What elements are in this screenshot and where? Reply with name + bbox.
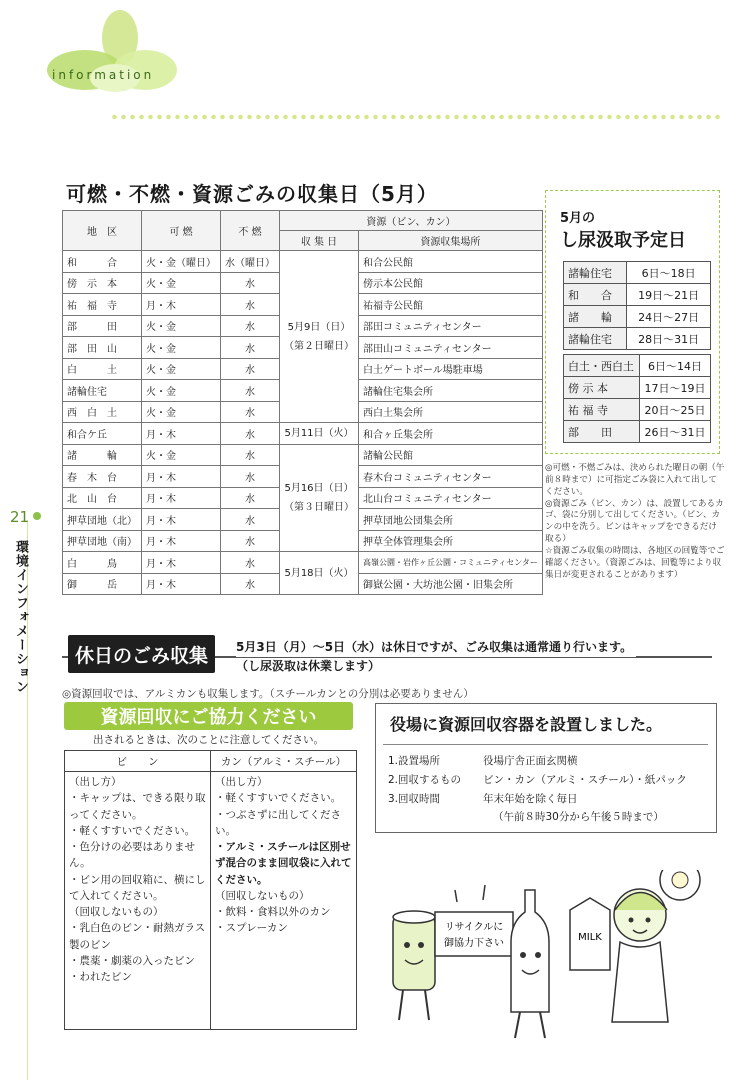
burnable-cell: 火・金 <box>142 315 221 337</box>
district-cell: 諸輪住宅 <box>63 380 142 402</box>
recycle-sign-icon <box>435 912 513 956</box>
header-nonburnable: 不 燃 <box>221 211 280 251</box>
sign-text-2: 御協力下さい <box>444 938 504 949</box>
shinyo-title-month: 5月の <box>560 211 596 226</box>
place-cell: 御嶽公園・大坊池公園・旧集会所 <box>359 573 543 595</box>
burnable-cell: 火・金 <box>142 401 221 423</box>
nonburnable-cell: 水 <box>221 337 280 359</box>
district-cell: 春 木 台 <box>63 466 142 488</box>
container-value-1: 役場庁舎正面玄関横 <box>483 755 578 767</box>
shinyo-dates: 17日～19日 <box>640 377 711 399</box>
burnable-cell: 月・木 <box>142 487 221 509</box>
district-cell: 諸 輪 <box>63 444 142 466</box>
container-title: 役場に資源回収容器を設置しました。 <box>390 715 663 734</box>
collection-date: 5月11日（火） <box>284 427 354 439</box>
header-place: 資源収集場所 <box>359 231 543 251</box>
shinyo-dates: 26日～31日 <box>640 421 711 443</box>
header-resource: 資源（ビン、カン） <box>280 211 543 231</box>
holiday-heading: 休日のごみ収集 <box>68 635 215 673</box>
schedule-row <box>63 444 543 466</box>
can-list <box>215 774 352 937</box>
district-cell: 祐 福 寺 <box>63 294 142 316</box>
milk-label: MILK <box>578 932 602 943</box>
shinyo-district: 和 合 <box>564 284 627 306</box>
cooperation-subtitle: 出されるときは、次のことに注意してください。 <box>93 734 324 746</box>
container-label-1: 1.設置場所 <box>388 755 441 767</box>
collection-date-cell <box>280 552 359 595</box>
shinyo-table-1 <box>563 261 711 350</box>
district-cell: 白 鳥 <box>63 552 142 574</box>
district-cell: 和合ケ丘 <box>63 423 142 445</box>
schedule-row <box>63 423 543 445</box>
collection-date-cell <box>280 444 359 552</box>
collection-date: 5月16日（日） <box>284 482 354 494</box>
place-cell: 諸輪住宅集会所 <box>359 380 543 402</box>
nonburnable-cell: 水 <box>221 401 280 423</box>
list-item: ・農薬・劇薬の入ったビン <box>69 954 195 967</box>
shinyo-title <box>560 210 686 253</box>
place-cell: 部田山コミュニティセンター <box>359 337 543 359</box>
container-value-2: ビン・カン（アルミ・スチール）・紙パック <box>483 774 687 786</box>
shinyo-district: 部 田 <box>564 421 640 443</box>
bin-list <box>69 774 206 985</box>
nonburnable-cell: 水 <box>221 509 280 531</box>
nonburnable-cell: 水 <box>221 423 280 445</box>
shinyo-row <box>564 284 711 306</box>
list-item: ・キャップは、できる限り取ってください。 <box>69 792 206 821</box>
container-label-2: 2.回収するもの <box>388 774 462 786</box>
place-cell: 押草全体管理集会所 <box>359 530 543 552</box>
burnable-cell: 月・木 <box>142 552 221 574</box>
place-cell: 部田コミュニティセンター <box>359 315 543 337</box>
nonburnable-cell: 水 <box>221 358 280 380</box>
shinyo-row <box>564 328 711 350</box>
nonburnable-cell: 水 <box>221 294 280 316</box>
nonburnable-cell: 水 <box>221 552 280 574</box>
shinyo-row <box>564 262 711 284</box>
shinyo-dates: 28日～31日 <box>627 328 711 350</box>
burnable-cell: 月・木 <box>142 466 221 488</box>
woman-character-icon <box>612 870 700 1022</box>
notes <box>545 463 725 582</box>
shinyo-district: 白土・西白土 <box>564 355 640 377</box>
list-item: ・飲料・食料以外のカン <box>215 906 331 919</box>
note-1: ◎可燃・不燃ごみは、決められた曜日の朝（午前８時まで）に可指定ごみ袋に入れて出してください。 <box>545 463 725 497</box>
shinyo-district: 祐 福 寺 <box>564 399 640 421</box>
collection-date: 5月18日（火） <box>284 567 354 579</box>
shinyo-district: 諸 輪 <box>564 306 627 328</box>
container-value-3: 年末年始を除く毎日 <box>483 793 578 805</box>
shinyo-district: 傍 示 本 <box>564 377 640 399</box>
place-cell: 和合公民館 <box>359 251 543 273</box>
list-item: ・軽くすすいでください。 <box>69 824 196 837</box>
nonburnable-cell: 水 <box>221 466 280 488</box>
shinyo-row <box>564 399 711 421</box>
cooperation-table <box>64 750 357 1030</box>
burnable-cell: 火・金 <box>142 272 221 294</box>
collection-date-note: （第３日曜日） <box>284 501 354 513</box>
list-item: ・ビン用の回収箱に、横にして入れてください。 <box>69 873 206 902</box>
header-date: 収 集 日 <box>280 231 359 251</box>
holiday-line-2: （し尿汲取は休業します） <box>236 658 381 673</box>
list-item: ・軽くすすいでください。 <box>215 792 342 805</box>
leaf-logo-icon <box>40 8 180 108</box>
district-cell: 西 白 土 <box>63 401 142 423</box>
section-label: 環境インフォメーション <box>13 540 28 694</box>
nonburnable-cell: 水 <box>221 272 280 294</box>
burnable-cell: 月・木 <box>142 294 221 316</box>
district-cell: 押草団地（南） <box>63 530 142 552</box>
list-item: ・乳白色のビン・耐熱ガラス製のビン <box>69 922 206 951</box>
burnable-cell: 月・木 <box>142 509 221 531</box>
header-burnable: 可 燃 <box>142 211 221 251</box>
header-district: 地 区 <box>63 211 142 251</box>
nonburnable-cell: 水 <box>221 444 280 466</box>
bottle-character-icon <box>511 890 549 1038</box>
place-cell: 祐福寺公民館 <box>359 294 543 316</box>
collection-date-cell <box>280 423 359 445</box>
page-title: 可燃・不燃・資源ごみの収集日（5月） <box>66 182 438 206</box>
recycle-note: ◎資源回収では、アルミカンも収集します。（スチールカンとの分別は必要ありません） <box>62 688 474 700</box>
burnable-cell: 月・木 <box>142 423 221 445</box>
info-label: information <box>52 68 155 82</box>
nonburnable-cell: 水 <box>221 487 280 509</box>
cooperation-banner: 資源回収にご協力ください <box>64 702 353 730</box>
container-label-3: 3.回収時間 <box>388 793 441 805</box>
district-cell: 白 土 <box>63 358 142 380</box>
shinyo-dates: 6日～18日 <box>627 262 711 284</box>
shinyo-row <box>564 355 711 377</box>
place-cell: 高嶺公園・岩作ヶ丘公園・コミュニティセンター <box>359 552 543 574</box>
note-3: ☆資源ごみ収集の時間は、各地区の回覧等でご確認ください。（資源ごみは、回覧等により収集日が変更されることがあります） <box>545 546 725 580</box>
list-item: ・色分けの必要はありません。 <box>69 841 195 870</box>
burnable-cell: 火・金 <box>142 444 221 466</box>
can-character-icon <box>393 911 435 1020</box>
burnable-cell: 月・木 <box>142 530 221 552</box>
milk-carton-icon <box>570 898 610 970</box>
shinyo-dates: 24日～27日 <box>627 306 711 328</box>
shinyo-district: 諸輪住宅 <box>564 328 627 350</box>
collection-date-note: （第２日曜日） <box>284 340 354 352</box>
nonburnable-cell: 水（曜日） <box>221 251 280 273</box>
place-cell: 北山台コミュニティセンター <box>359 487 543 509</box>
burnable-cell: 火・金 <box>142 380 221 402</box>
container-details <box>383 744 708 825</box>
burnable-cell: 月・木 <box>142 573 221 595</box>
place-cell: 和合ヶ丘集会所 <box>359 423 543 445</box>
holiday-line-1: 5月3日（月）～5日（水）は休日ですが、ごみ収集は通常通り行います。 <box>236 638 636 657</box>
list-item: ・つぶさずに出してください。 <box>215 808 341 837</box>
place-cell: 押草団地公団集会所 <box>359 509 543 531</box>
place-cell: 諸輪公民館 <box>359 444 543 466</box>
shinyo-district: 諸輪住宅 <box>564 262 627 284</box>
place-cell: 春木台コミュニティセンター <box>359 466 543 488</box>
burnable-cell: 火・金 <box>142 358 221 380</box>
bin-header: ビ ン <box>65 751 211 772</box>
schedule-row <box>63 552 543 574</box>
schedule-row <box>63 251 543 273</box>
side-dot-icon <box>33 512 41 520</box>
nonburnable-cell: 水 <box>221 530 280 552</box>
place-cell: 西白土集会所 <box>359 401 543 423</box>
shinyo-row <box>564 421 711 443</box>
district-cell: 傍 示 本 <box>63 272 142 294</box>
list-item: （出し方） <box>215 776 268 788</box>
district-cell: 和 合 <box>63 251 142 273</box>
place-cell: 傍示本公民館 <box>359 272 543 294</box>
can-header: カン（アルミ・スチール） <box>211 751 357 772</box>
shinyo-dates: 6日～14日 <box>640 355 711 377</box>
shinyo-title-main: し尿汲取予定日 <box>560 230 686 252</box>
page-number: 21 <box>10 508 30 526</box>
holiday-text <box>236 638 636 675</box>
list-item: （回収しないもの） <box>69 906 164 919</box>
note-2: ◎資源ごみ（ビン、カン）は、設置してあるカゴ、袋に分別して出してください。（ビン、カンの中を洗う。ビンはキャップをできるだけ取る） <box>545 498 724 545</box>
nonburnable-cell: 水 <box>221 380 280 402</box>
district-cell: 押草団地（北） <box>63 509 142 531</box>
dotted-divider <box>110 113 720 121</box>
nonburnable-cell: 水 <box>221 573 280 595</box>
list-item: （出し方） <box>69 776 122 788</box>
list-item: ・アルミ・スチールは区別せず混合のまま回収袋に入れてください。 <box>215 841 352 886</box>
collection-date: 5月9日（日） <box>287 321 351 333</box>
district-cell: 部 田 <box>63 315 142 337</box>
collection-date-cell <box>280 251 359 423</box>
district-cell: 部 田 山 <box>63 337 142 359</box>
shinyo-row <box>564 377 711 399</box>
shinyo-table-2 <box>563 354 711 443</box>
shinyo-dates: 20日～25日 <box>640 399 711 421</box>
collection-schedule-table <box>62 210 543 595</box>
list-item: ・われたビン <box>69 971 132 984</box>
container-hours: （午前８時30分から午後５時まで） <box>493 811 664 823</box>
list-item: （回収しないもの） <box>215 889 310 902</box>
place-cell: 白土ゲートボール場駐車場 <box>359 358 543 380</box>
district-cell: 御 岳 <box>63 573 142 595</box>
burnable-cell: 火・金（曜日） <box>142 251 221 273</box>
district-cell: 北 山 台 <box>63 487 142 509</box>
recycle-illustration <box>375 870 715 1050</box>
list-item: ・スプレーカン <box>215 922 288 935</box>
shinyo-dates: 19日～21日 <box>627 284 711 306</box>
nonburnable-cell: 水 <box>221 315 280 337</box>
shinyo-row <box>564 306 711 328</box>
sign-text-1: リサイクルに <box>444 922 504 933</box>
burnable-cell: 火・金 <box>142 337 221 359</box>
